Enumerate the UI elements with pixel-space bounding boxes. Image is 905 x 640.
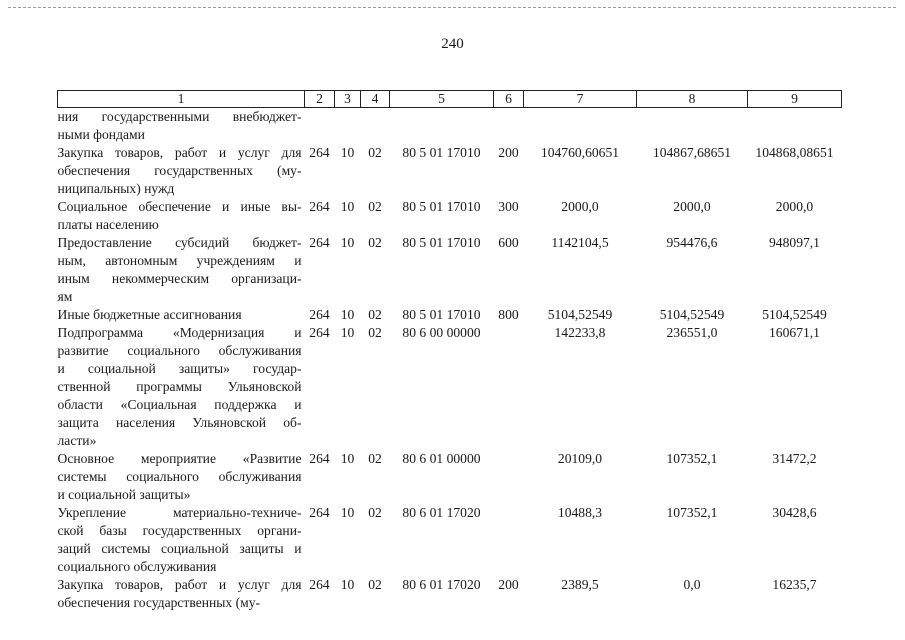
header-col-7: 7 bbox=[524, 91, 637, 108]
cell-c5: 80 5 01 17010 bbox=[402, 235, 481, 250]
description-line: Закупка товаров, работ и услуг для bbox=[57, 145, 302, 160]
cell-c9: 16235,7 bbox=[772, 577, 817, 592]
cell-c4: 02 bbox=[368, 505, 382, 520]
description-line: ниципальных) нужд bbox=[57, 181, 175, 196]
cell-c5: 80 6 01 17020 bbox=[402, 505, 481, 520]
cell-c3: 10 bbox=[340, 307, 355, 322]
cell-c8: 0,0 bbox=[683, 577, 701, 592]
description-line: и социальной защиты» государ- bbox=[57, 361, 302, 376]
cell-c6 bbox=[494, 504, 524, 576]
cell-c6 bbox=[494, 108, 524, 145]
cell-c3: 10 bbox=[340, 325, 355, 340]
cell-c8: 104867,68651 bbox=[652, 145, 732, 160]
cell-c9: 30428,6 bbox=[772, 505, 817, 520]
description-line: защита населения Ульяновской об- bbox=[57, 415, 302, 430]
cell-c7: 2000,0 bbox=[561, 199, 599, 214]
cell-c6 bbox=[494, 450, 524, 504]
cell-c3: 10 bbox=[340, 235, 355, 250]
description-line: ния государственными внебюджет- bbox=[57, 109, 302, 124]
description-line: Социальное обеспечение и иные вы- bbox=[57, 199, 302, 214]
cell-c8: 107352,1 bbox=[666, 451, 718, 466]
cell-c6: 200 bbox=[498, 577, 519, 592]
table-row bbox=[58, 108, 842, 145]
description-line: ям bbox=[57, 289, 73, 304]
cell-c2: 264 bbox=[309, 451, 330, 466]
cell-c8: 236551,0 bbox=[666, 325, 718, 340]
cell-c3: 10 bbox=[340, 505, 355, 520]
cell-c3 bbox=[335, 108, 361, 145]
page-number: 240 bbox=[441, 36, 464, 52]
cell-c2: 264 bbox=[309, 145, 330, 160]
cell-c6: 600 bbox=[498, 235, 519, 250]
row-description bbox=[58, 576, 305, 612]
description-line: социального обслуживания bbox=[57, 559, 217, 574]
cell-c4: 02 bbox=[368, 199, 382, 214]
cell-c9: 160671,1 bbox=[769, 325, 820, 340]
row-description bbox=[58, 108, 305, 145]
cell-c7: 142233,8 bbox=[554, 325, 606, 340]
description-line: иным некоммерческим организаци- bbox=[57, 271, 302, 286]
cell-c9: 5104,52549 bbox=[762, 307, 827, 322]
cell-c9: 2000,0 bbox=[775, 199, 814, 214]
cell-c7: 2389,5 bbox=[561, 577, 599, 592]
cell-c6: 200 bbox=[498, 145, 519, 160]
cell-c6: 300 bbox=[498, 199, 519, 214]
header-col-4: 4 bbox=[361, 91, 390, 108]
description-line: и социальной защиты» bbox=[57, 487, 191, 502]
description-line: ласти» bbox=[57, 433, 97, 448]
description-line: области «Социальная поддержка и bbox=[57, 397, 302, 412]
cell-c5: 80 5 01 17010 bbox=[402, 145, 481, 160]
cell-c5: 80 6 01 00000 bbox=[402, 451, 481, 466]
cell-c2: 264 bbox=[309, 307, 330, 322]
header-col-2: 2 bbox=[305, 91, 335, 108]
description-line: ственной программы Ульяновской bbox=[57, 379, 302, 394]
cell-c8: 2000,0 bbox=[673, 199, 711, 214]
table-header-row bbox=[58, 91, 842, 108]
table-body bbox=[58, 108, 842, 613]
description-line: обеспечения государственных (му- bbox=[57, 163, 302, 178]
table-row bbox=[58, 504, 842, 576]
cell-c8: 107352,1 bbox=[666, 505, 718, 520]
header-col-1: 1 bbox=[58, 91, 305, 108]
cell-c9: 104868,08651 bbox=[755, 145, 834, 160]
cell-c2: 264 bbox=[309, 505, 330, 520]
header-col-5: 5 bbox=[390, 91, 494, 108]
header-col-6: 6 bbox=[494, 91, 524, 108]
cell-c4: 02 bbox=[368, 577, 382, 592]
description-line: ской базы государственных органи- bbox=[57, 523, 302, 538]
description-line: Закупка товаров, работ и услуг для bbox=[57, 577, 302, 592]
row-description bbox=[58, 144, 305, 198]
cell-c8: 954476,6 bbox=[666, 235, 718, 250]
cell-c5: 80 5 01 17010 bbox=[402, 307, 481, 322]
description-line: развитие социального обслуживания bbox=[57, 343, 302, 358]
description-line: Основное мероприятие «Развитие bbox=[57, 451, 302, 466]
cell-c2: 264 bbox=[309, 325, 330, 340]
cell-c8 bbox=[637, 108, 748, 145]
cell-c8: 5104,52549 bbox=[659, 307, 725, 322]
description-line: ным, автономным учреждениям и bbox=[57, 253, 302, 268]
row-description bbox=[58, 450, 305, 504]
table-row bbox=[58, 306, 842, 324]
cell-c7: 1142104,5 bbox=[551, 235, 609, 250]
cell-c7: 10488,3 bbox=[557, 505, 603, 520]
description-line: Подпрограмма «Модернизация и bbox=[57, 325, 302, 340]
header-col-3: 3 bbox=[335, 91, 361, 108]
cell-c6 bbox=[494, 324, 524, 450]
table-row bbox=[58, 450, 842, 504]
page-top-border bbox=[8, 7, 896, 8]
description-line: системы социального обслуживания bbox=[57, 469, 302, 484]
cell-c5: 80 5 01 17010 bbox=[402, 199, 481, 214]
row-description bbox=[58, 306, 305, 324]
cell-c4: 02 bbox=[368, 325, 382, 340]
cell-c9 bbox=[748, 108, 842, 145]
cell-c2 bbox=[305, 108, 335, 145]
row-description bbox=[58, 504, 305, 576]
cell-c5: 80 6 00 00000 bbox=[402, 325, 481, 340]
cell-c5 bbox=[390, 108, 494, 145]
cell-c7: 20109,0 bbox=[557, 451, 603, 466]
cell-c3: 10 bbox=[340, 199, 355, 214]
row-description bbox=[58, 198, 305, 234]
table-row bbox=[58, 576, 842, 612]
cell-c4 bbox=[361, 108, 390, 145]
description-line: заций системы социальной защиты и bbox=[57, 541, 302, 556]
cell-c6: 800 bbox=[498, 307, 519, 322]
table-row bbox=[58, 324, 842, 450]
cell-c4: 02 bbox=[368, 307, 382, 322]
header-col-9: 9 bbox=[748, 91, 842, 108]
budget-table bbox=[57, 90, 842, 612]
cell-c3: 10 bbox=[340, 577, 355, 592]
description-line: Иные бюджетные ассигнования bbox=[57, 307, 242, 322]
cell-c5: 80 6 01 17020 bbox=[402, 577, 481, 592]
header-col-8: 8 bbox=[637, 91, 748, 108]
cell-c4: 02 bbox=[368, 451, 382, 466]
cell-c3: 10 bbox=[340, 145, 355, 160]
cell-c3: 10 bbox=[340, 451, 355, 466]
cell-c4: 02 bbox=[368, 145, 382, 160]
table-row bbox=[58, 234, 842, 306]
row-description bbox=[58, 324, 305, 450]
cell-c7: 5104,52549 bbox=[547, 307, 613, 322]
row-description bbox=[58, 234, 305, 306]
description-line: обеспечения государственных (му- bbox=[57, 595, 261, 610]
description-line: платы населению bbox=[57, 217, 159, 232]
cell-c7 bbox=[524, 108, 637, 145]
description-line: ными фондами bbox=[57, 127, 145, 142]
table-row bbox=[58, 198, 842, 234]
description-line: Укрепление материально-техниче- bbox=[57, 505, 302, 520]
cell-c4: 02 bbox=[368, 235, 382, 250]
cell-c7: 104760,60651 bbox=[540, 145, 620, 160]
table-row bbox=[58, 144, 842, 198]
cell-c2: 264 bbox=[309, 235, 330, 250]
cell-c2: 264 bbox=[309, 577, 330, 592]
cell-c9: 31472,2 bbox=[772, 451, 817, 466]
description-line: Предоставление субсидий бюджет- bbox=[57, 235, 302, 250]
cell-c9: 948097,1 bbox=[769, 235, 820, 250]
cell-c2: 264 bbox=[309, 199, 330, 214]
